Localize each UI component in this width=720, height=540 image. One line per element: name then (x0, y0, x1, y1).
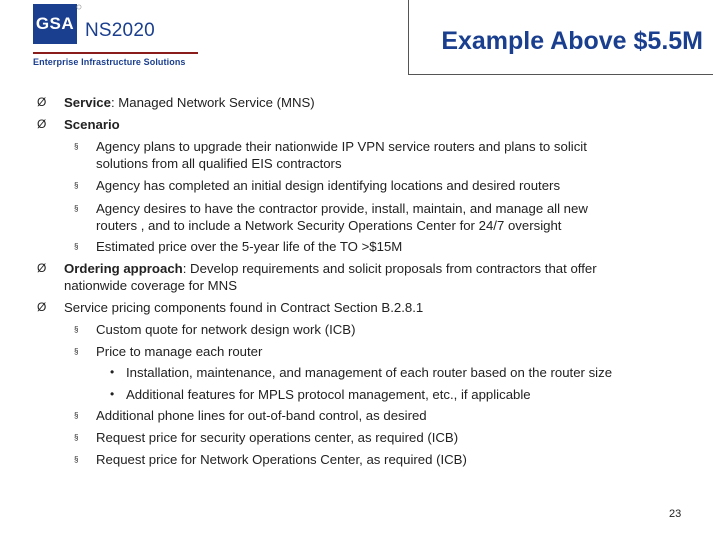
square-bullet-icon: § (74, 142, 79, 151)
square-bullet-icon: § (74, 455, 79, 464)
service-value: : Managed Network Service (MNS) (110, 95, 315, 110)
slide-header (0, 0, 720, 80)
header-divider (33, 52, 198, 54)
product-name: NS2020 (85, 20, 155, 41)
page-number: 23 (669, 508, 682, 520)
ordering-label: Ordering approach (64, 261, 183, 276)
tagline: Enterprise Infrastructure Solutions (33, 57, 186, 67)
dot-bullet-icon: • (110, 365, 115, 379)
scenario-label: Scenario (64, 117, 120, 132)
square-bullet-icon: § (74, 204, 79, 213)
arrow-bullet-icon: Ø (37, 117, 47, 131)
square-bullet-icon: § (74, 181, 79, 190)
square-bullet-icon: § (74, 433, 79, 442)
square-bullet-icon: § (74, 347, 79, 356)
title-frame (408, 0, 713, 75)
gsa-logo: GSA (33, 4, 77, 44)
square-bullet-icon: § (74, 411, 79, 420)
square-bullet-icon: § (74, 242, 79, 251)
arrow-bullet-icon: Ø (37, 95, 47, 109)
square-bullet-icon: § (74, 325, 79, 334)
arrow-bullet-icon: Ø (37, 300, 47, 314)
service-label: Service (64, 95, 111, 110)
arrow-bullet-icon: Ø (37, 261, 47, 275)
dot-bullet-icon: • (110, 387, 115, 401)
slide-title: Example Above $5.5M (441, 27, 703, 55)
